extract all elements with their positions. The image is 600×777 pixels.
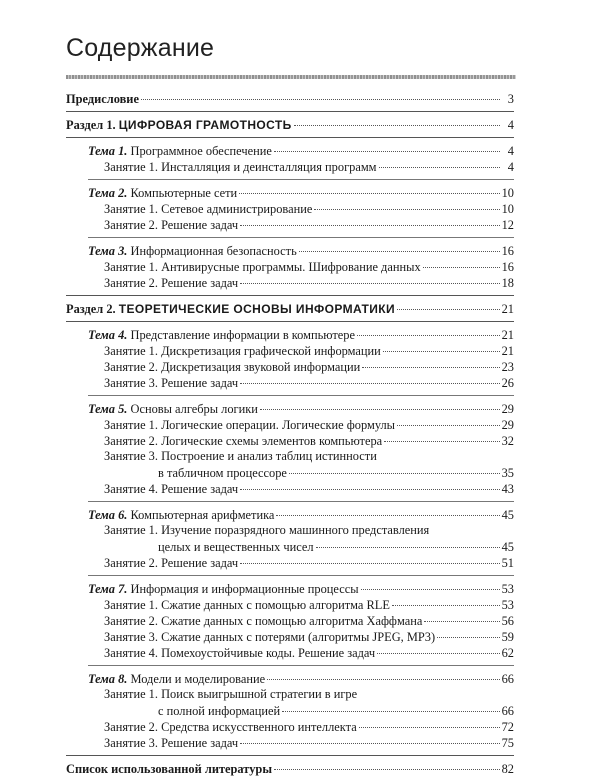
- toc-topic-title: [66, 185, 237, 201]
- references-label: Список использованной литературы: [66, 762, 272, 776]
- lesson-label: Занятие 1. Сжатие данных с помощью алгоритма RLE: [104, 598, 390, 612]
- page-number: 16: [501, 260, 514, 274]
- lesson-label: Занятие 2. Решение задач: [104, 218, 239, 232]
- lesson-label: Занятие 2. Сжатие данных с помощью алгоритма Хаффмана: [104, 614, 423, 628]
- dot-leader: [240, 477, 499, 490]
- toc-entry-references[interactable]: [66, 760, 514, 776]
- lesson-label: Занятие 4. Решение задач: [104, 482, 239, 496]
- lesson-label: Занятие 2. Дискретизация звуковой информации: [104, 360, 361, 374]
- toc-lesson-title: [66, 597, 390, 613]
- lesson-label: Занятие 2. Решение задач: [104, 556, 239, 570]
- separator-line: [66, 134, 514, 138]
- dot-leader: [240, 731, 499, 744]
- dot-leader: [379, 155, 500, 168]
- dot-leader: [240, 271, 499, 284]
- toc-topic[interactable]: [66, 506, 514, 522]
- toc-lesson-title: [66, 735, 238, 751]
- separator-line: [88, 392, 514, 396]
- page-number: 21: [501, 328, 514, 342]
- lesson-label: Занятие 2. Средства искусственного интеллекта: [104, 720, 357, 734]
- dot-leader: [384, 429, 499, 442]
- toc-lesson-title: [66, 417, 395, 433]
- page-number: 82: [501, 762, 514, 776]
- page-number: 23: [501, 360, 514, 374]
- dot-leader: [397, 413, 500, 426]
- page-number: 10: [501, 202, 514, 216]
- toc-topic-title: [66, 581, 359, 597]
- page-title: Содержание: [66, 34, 215, 62]
- topic-label: Тема 4.: [88, 328, 128, 342]
- toc-entry-preface-title: [66, 91, 139, 107]
- toc-lesson-title: [66, 555, 238, 571]
- page-number: 21: [501, 344, 514, 358]
- separator-line: [66, 752, 514, 756]
- dot-leader: [397, 297, 500, 310]
- topic-name: Основы алгебры логики: [130, 402, 258, 416]
- lesson-label: Занятие 3. Сжатие данных с потерями (алгоритмы JPEG, MP3): [104, 630, 436, 644]
- topic-label: Тема 5.: [88, 402, 128, 416]
- dot-leader: [274, 757, 500, 770]
- dot-leader: [282, 699, 499, 712]
- toc-section-title: [66, 301, 395, 317]
- page-number: 35: [501, 466, 514, 480]
- toc-lesson-title: [66, 481, 238, 497]
- toc-entry-preface[interactable]: [66, 90, 514, 106]
- toc-lesson[interactable]: [66, 216, 514, 232]
- dot-leader: [240, 551, 499, 564]
- dot-leader: [377, 641, 499, 654]
- topic-name: Компьютерные сети: [130, 186, 238, 200]
- toc-lesson-title: [66, 613, 422, 629]
- title-rule: [66, 75, 516, 79]
- toc-lesson[interactable]: [66, 480, 514, 496]
- toc-lesson[interactable]: [66, 432, 514, 448]
- lesson-label: Занятие 1. Инсталляция и деинсталляция программ: [104, 160, 377, 174]
- dot-leader: [276, 503, 499, 516]
- preface-label: Предисловие: [66, 92, 139, 106]
- lesson-label-cont: целых и вещественных чисел: [158, 540, 314, 554]
- separator-line: [66, 292, 514, 296]
- dot-leader: [274, 139, 500, 152]
- toc-lesson-continuation-title: [66, 703, 280, 719]
- toc-lesson[interactable]: [66, 644, 514, 660]
- dot-leader: [359, 715, 500, 728]
- dot-leader: [392, 593, 500, 606]
- dot-leader: [240, 371, 499, 384]
- dot-leader: [423, 255, 500, 268]
- toc-topic-title: [66, 401, 258, 417]
- dot-leader: [267, 667, 499, 680]
- lesson-label: Занятие 4. Помехоустойчивые коды. Решение задач: [104, 646, 376, 660]
- toc-lesson-title: [66, 433, 382, 449]
- lesson-label: Занятие 3. Построение и анализ таблиц истинности: [104, 449, 377, 463]
- dot-leader: [424, 609, 499, 622]
- toc-lesson[interactable]: [66, 734, 514, 750]
- section-name: ЦИФРОВАЯ ГРАМОТНОСТЬ: [118, 118, 292, 132]
- toc-lesson-title: [66, 217, 238, 233]
- page-number: 18: [501, 276, 514, 290]
- page-number: 51: [501, 556, 514, 570]
- toc-lesson[interactable]: [66, 374, 514, 390]
- toc-lesson-title: [66, 375, 238, 391]
- topic-name: Программное обеспечение: [130, 144, 272, 158]
- page-number: 21: [501, 302, 514, 316]
- dot-leader: [239, 181, 499, 194]
- separator-line: [88, 176, 514, 180]
- lesson-label: Занятие 2. Решение задач: [104, 276, 239, 290]
- dot-leader: [361, 577, 500, 590]
- toc-lesson-title: [66, 343, 381, 359]
- page-number: 4: [507, 160, 514, 174]
- toc-topic-title: [66, 507, 274, 523]
- page-number: 66: [501, 672, 514, 686]
- topic-label: Тема 6.: [88, 508, 128, 522]
- toc-lesson[interactable]: [66, 274, 514, 290]
- page-number: 29: [501, 402, 514, 416]
- section-prefix: Раздел 1.: [66, 118, 116, 132]
- topic-label: Тема 2.: [88, 186, 128, 200]
- dot-leader: [383, 339, 500, 352]
- page-number: 29: [501, 418, 514, 432]
- topic-label: Тема 8.: [88, 672, 128, 686]
- page-number: 32: [501, 434, 514, 448]
- toc-topic[interactable]: [66, 670, 514, 686]
- topic-name: Информация и информационные процессы: [130, 582, 359, 596]
- toc-topic-title: [66, 243, 297, 259]
- section-prefix: Раздел 2.: [66, 302, 116, 316]
- lesson-label: Занятие 1. Поиск выигрышной стратегии в игре: [104, 687, 358, 701]
- toc-lesson[interactable]: [66, 554, 514, 570]
- page-number: 26: [501, 376, 514, 390]
- dot-leader: [316, 535, 500, 548]
- topic-name: Информационная безопасность: [130, 244, 297, 258]
- dot-leader: [299, 239, 500, 252]
- separator-line: [88, 234, 514, 238]
- lesson-label: Занятие 1. Дискретизация графической информации: [104, 344, 381, 358]
- dot-leader: [357, 323, 500, 336]
- page-number: 12: [501, 218, 514, 232]
- page-number: 45: [501, 508, 514, 522]
- dot-leader: [240, 213, 499, 226]
- lesson-label: Занятие 1. Логические операции. Логические формулы: [104, 418, 395, 432]
- toc-topic-title: [66, 143, 272, 159]
- lesson-label-cont: в табличном процессоре: [158, 466, 287, 480]
- page-number: 56: [501, 614, 514, 628]
- page-number: 66: [501, 704, 514, 718]
- separator-line: [66, 318, 514, 322]
- dot-leader: [437, 625, 500, 638]
- dot-leader: [362, 355, 499, 368]
- page-number: 4: [507, 118, 514, 132]
- toc-topic-title: [66, 327, 355, 343]
- lesson-label: Занятие 1. Изучение поразрядного машинного представления: [104, 523, 430, 537]
- lesson-label: Занятие 3. Решение задач: [104, 376, 239, 390]
- toc-entry-references-title: [66, 761, 272, 777]
- toc-topic-title: [66, 671, 265, 687]
- topic-label: Тема 7.: [88, 582, 128, 596]
- topic-name: Компьютерная арифметика: [130, 508, 275, 522]
- toc-lesson[interactable]: [66, 158, 514, 174]
- toc-lesson-title: [66, 275, 238, 291]
- toc-section[interactable]: [66, 116, 514, 132]
- dot-leader: [289, 461, 500, 474]
- page-number: 62: [501, 646, 514, 660]
- page-number: 75: [501, 736, 514, 750]
- separator-line: [88, 572, 514, 576]
- page-number: 16: [501, 244, 514, 258]
- topic-label: Тема 1.: [88, 144, 128, 158]
- lesson-label: Занятие 2. Логические схемы элементов компьютера: [104, 434, 383, 448]
- separator-line: [66, 108, 514, 112]
- lesson-label: Занятие 3. Решение задач: [104, 736, 239, 750]
- table-of-contents: [66, 90, 514, 776]
- page-number: 53: [501, 598, 514, 612]
- page-number: 10: [501, 186, 514, 200]
- lesson-label: Занятие 1. Сетевое администрирование: [104, 202, 313, 216]
- topic-name: Модели и моделирование: [130, 672, 266, 686]
- section-name: ТЕОРЕТИЧЕСКИЕ ОСНОВЫ ИНФОРМАТИКИ: [118, 302, 395, 316]
- toc-section[interactable]: [66, 300, 514, 316]
- dot-leader: [294, 113, 500, 126]
- lesson-label: Занятие 1. Антивирусные программы. Шифрование данных: [104, 260, 421, 274]
- separator-line: [88, 662, 514, 666]
- page-number: 3: [507, 92, 514, 106]
- page-number: 4: [507, 144, 514, 158]
- dot-leader: [314, 197, 499, 210]
- topic-label: Тема 3.: [88, 244, 128, 258]
- toc-lesson-title: [66, 645, 375, 661]
- page-number: 53: [501, 582, 514, 596]
- separator-line: [88, 498, 514, 502]
- page-number: 43: [501, 482, 514, 496]
- toc-section-title: [66, 117, 292, 133]
- topic-name: Представление информации в компьютере: [130, 328, 355, 342]
- page-number: 45: [501, 540, 514, 554]
- dot-leader: [260, 397, 500, 410]
- page-number: 59: [501, 630, 514, 644]
- lesson-label-cont: с полной информацией: [158, 704, 281, 718]
- toc-lesson-title: [66, 159, 377, 175]
- page-number: 72: [501, 720, 514, 734]
- dot-leader: [141, 87, 500, 100]
